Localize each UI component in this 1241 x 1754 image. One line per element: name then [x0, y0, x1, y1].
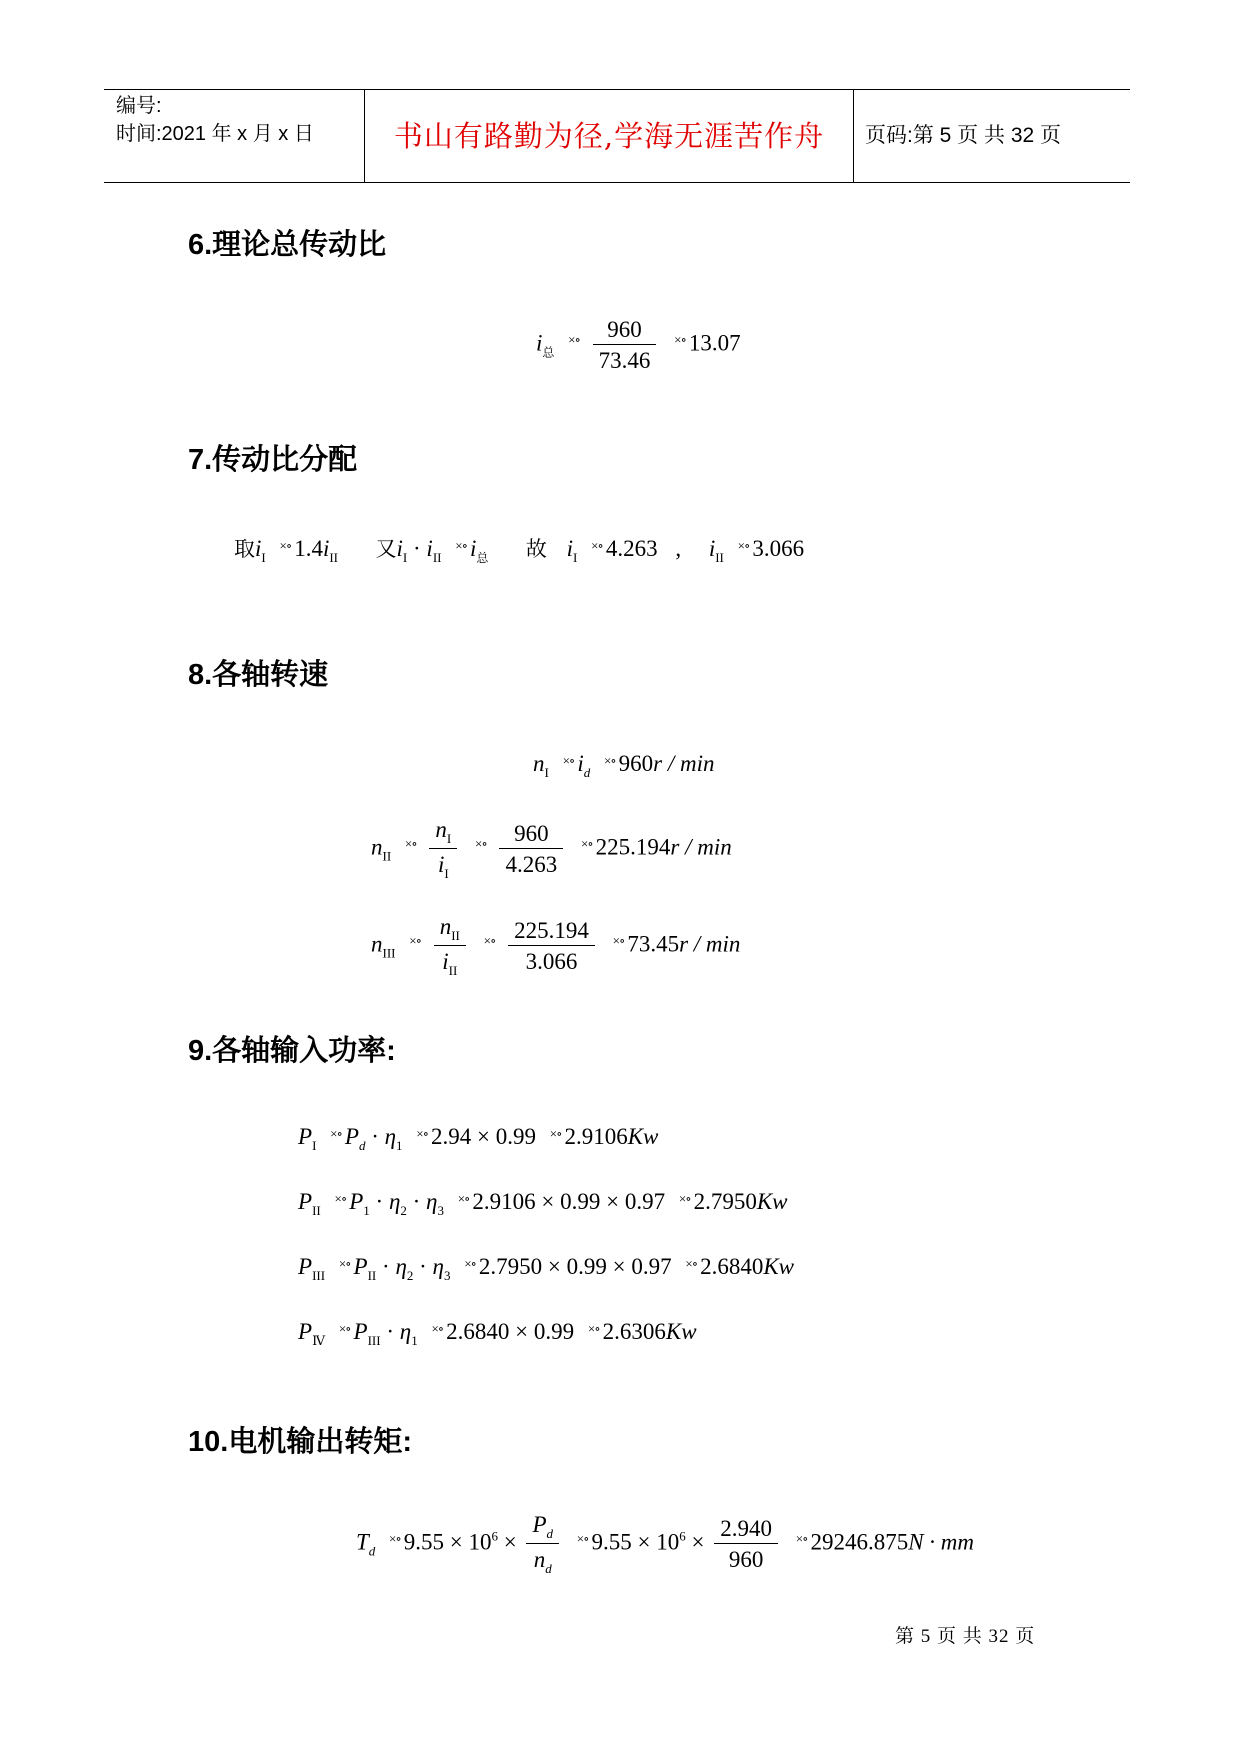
section-heading-8: 8.各轴转速: [188, 659, 329, 691]
formula-ratio-distribution: 取$i_I$ ×∘ $1.4i_{II}$ 又$i_I \cdot i_{II}$ ×∘ $i_总$ 故 $i_I$ ×∘ 4.263 , $i_{II}$ ×∘ 3.066: [234, 536, 805, 565]
formula-speed-n3: $n_{III}$ ×∘ $\frac{n_{II}}{i_{II}}$ ×∘ $\frac{225.194}{3.066}$ ×∘ 73.45r / min: [371, 914, 741, 978]
result-value: 13.07: [688, 330, 741, 356]
formula-power-p2: $P_{II}$ ×∘ $P_1 \cdot \eta_2 \cdot \eta_3$ ×∘ 2.9106 × 0.99 × 0.97 ×∘ 2.7950Kw: [298, 1189, 788, 1218]
fraction: $\frac{2.940}{960}$: [714, 1517, 778, 1571]
header-time-label: 时间:2021 年 x 月 x 日: [116, 123, 314, 145]
formula-torque: $T_d$ ×∘ $9.55 \times 10^6$ × $\frac{P_d}{n_d}$ ×∘ $9.55 \times 10^6$ × $\frac{2.940}{960}$ ×∘ 29246.875N · mm: [356, 1512, 975, 1576]
formula-power-p1: $P_I$ ×∘ $P_d \cdot \eta_1$ ×∘ 2.94 × 0.99 ×∘ 2.9106Kw: [298, 1124, 659, 1153]
header-page-label: 页码:第 5 页 共 32 页: [865, 124, 1062, 147]
fraction: $\frac{960}{73.46}$: [593, 318, 657, 372]
formula-speed-n2: $n_{II}$ ×∘ $\frac{n_I}{i_I}$ ×∘ $\frac{960}{4.263}$ ×∘ 225.194r / min: [371, 817, 732, 881]
fraction: $\frac{225.194}{3.066}$: [508, 919, 595, 973]
fraction: $\frac{960}{4.263}$: [499, 822, 563, 876]
section-heading-9: 9.各轴输入功率:: [188, 1035, 396, 1067]
page-footer: 第 5 页 共 32 页: [895, 1626, 1036, 1647]
header-number-label: 编号:: [116, 95, 162, 117]
header-motto: 书山有路勤为径,学海无涯苦作舟: [393, 119, 825, 153]
formula-total-ratio: $i_总$ ×∘ $\frac{960}{73.46}$ ×∘ 13.07: [536, 317, 741, 373]
header-meta: [104, 90, 376, 182]
document-header: [104, 89, 1130, 183]
header-motto-cell: [364, 90, 854, 182]
section-heading-6: 6.理论总传动比: [188, 229, 387, 261]
section-heading-10: 10.电机输出转矩:: [188, 1426, 412, 1458]
formula-power-p4: $P_Ⅳ$ ×∘ $P_{III} \cdot \eta_1$ ×∘ 2.6840 × 0.99 ×∘ 2.6306Kw: [298, 1319, 697, 1348]
formula-power-p3: $P_{III}$ ×∘ $P_{II} \cdot \eta_2 \cdot \eta_3$ ×∘ 2.7950 × 0.99 × 0.97 ×∘ 2.6840Kw: [298, 1254, 795, 1283]
section-heading-7: 7.传动比分配: [188, 444, 358, 476]
formula-speed-n1: $n_I$ ×∘ $i_d$ ×∘ 960r / min: [533, 751, 715, 780]
